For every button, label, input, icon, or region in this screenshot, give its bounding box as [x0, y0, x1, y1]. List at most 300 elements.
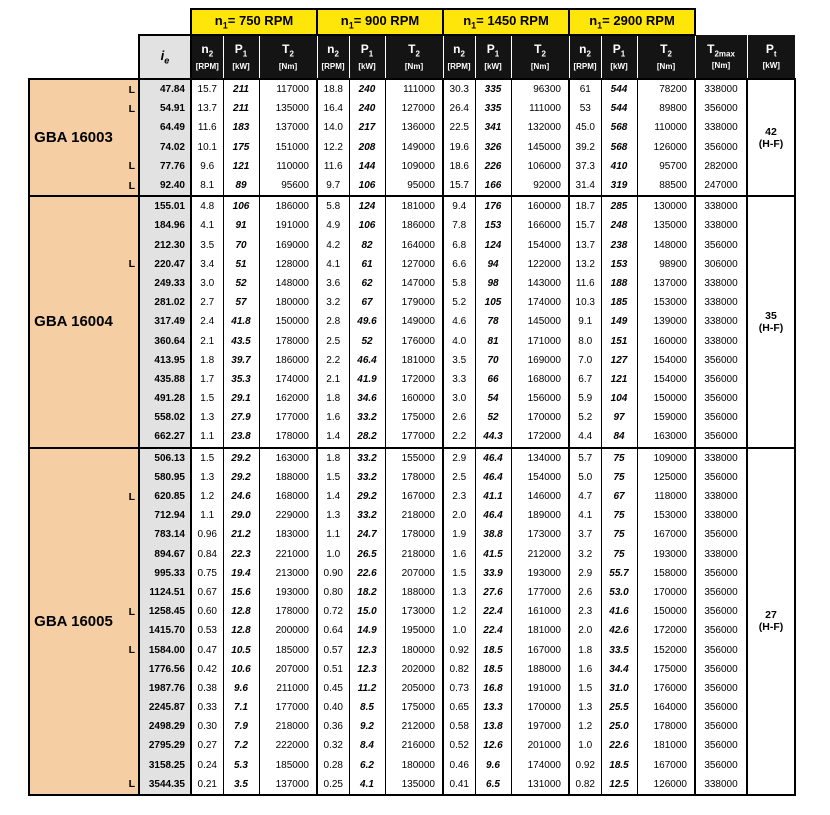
- p1-cell: 153: [475, 216, 511, 235]
- n2-cell: 1.5: [443, 564, 475, 583]
- p1-cell: 226: [475, 157, 511, 176]
- ie-cell: 435.88: [139, 370, 191, 389]
- col-p1-750: $P_1$ [kW]: [223, 35, 259, 79]
- l-marker-cell: [117, 293, 139, 312]
- p1-cell: 248: [601, 216, 637, 235]
- t2-cell: 154000: [637, 351, 695, 370]
- t2max-cell: 356000: [695, 236, 747, 255]
- n2-cell: 1.4: [317, 427, 349, 447]
- p1-cell: 91: [223, 216, 259, 235]
- t2-cell: 181000: [511, 621, 569, 640]
- ie-cell: 54.91: [139, 99, 191, 118]
- n2-cell: 2.0: [443, 506, 475, 525]
- p1-cell: 52: [349, 331, 385, 350]
- ie-cell: 2795.29: [139, 736, 191, 755]
- ie-cell: 894.67: [139, 545, 191, 564]
- n2-cell: 3.0: [443, 389, 475, 408]
- n2-cell: 9.1: [569, 312, 601, 331]
- t2-cell: 193000: [637, 545, 695, 564]
- p1-cell: 105: [475, 293, 511, 312]
- l-marker-cell: [117, 698, 139, 717]
- l-marker-cell: [117, 274, 139, 293]
- n2-cell: 4.4: [569, 427, 601, 447]
- col-n2-2900: $n_2$ [RPM]: [569, 35, 601, 79]
- p1-cell: 53.0: [601, 583, 637, 602]
- table-row: [29, 99, 795, 118]
- t2-cell: 188000: [259, 468, 317, 487]
- table-row: [29, 138, 795, 157]
- p1-cell: 106: [349, 176, 385, 196]
- t2-cell: 180000: [259, 293, 317, 312]
- p1-cell: 33.9: [475, 564, 511, 583]
- p1-cell: 7.9: [223, 717, 259, 736]
- p1-cell: 124: [349, 196, 385, 216]
- t2-cell: 148000: [259, 274, 317, 293]
- l-marker-cell: [117, 545, 139, 564]
- t2-cell: 178000: [637, 717, 695, 736]
- t2-cell: 145000: [511, 138, 569, 157]
- n2-cell: 4.2: [317, 236, 349, 255]
- n2-cell: 1.7: [191, 370, 223, 389]
- t2-cell: 111000: [511, 99, 569, 118]
- t2-cell: 132000: [511, 118, 569, 137]
- t2max-cell: 356000: [695, 621, 747, 640]
- p1-cell: 33.2: [349, 408, 385, 427]
- p1-cell: 211: [223, 99, 259, 118]
- n2-cell: 0.58: [443, 717, 475, 736]
- n2-cell: 0.84: [191, 545, 223, 564]
- p1-cell: 12.3: [349, 660, 385, 679]
- n2-cell: 37.3: [569, 157, 601, 176]
- p1-cell: 544: [601, 79, 637, 99]
- l-marker-cell: L: [117, 99, 139, 118]
- t2-cell: 149000: [385, 312, 443, 331]
- t2-cell: 89800: [637, 99, 695, 118]
- n2-cell: 0.36: [317, 717, 349, 736]
- p1-cell: 175: [223, 138, 259, 157]
- t2-cell: 135000: [259, 99, 317, 118]
- t2-cell: 191000: [259, 216, 317, 235]
- p1-cell: 18.2: [349, 583, 385, 602]
- speed-header-900: $n_1= 900$ RPM: [317, 9, 443, 35]
- n2-cell: 2.9: [443, 448, 475, 468]
- col-p1-1450: $P_1$ [kW]: [475, 35, 511, 79]
- p1-cell: 67: [349, 293, 385, 312]
- t2-cell: 160000: [511, 196, 569, 216]
- t2-cell: 173000: [385, 602, 443, 621]
- t2-cell: 178000: [259, 331, 317, 350]
- p1-cell: 23.8: [223, 427, 259, 447]
- p1-cell: 75: [601, 545, 637, 564]
- p1-cell: 43.5: [223, 331, 259, 350]
- p1-cell: 188: [601, 274, 637, 293]
- l-marker-cell: [117, 621, 139, 640]
- t2-cell: 178000: [259, 602, 317, 621]
- t2-cell: 186000: [385, 216, 443, 235]
- t2-cell: 186000: [259, 196, 317, 216]
- t2-cell: 185000: [259, 756, 317, 775]
- ie-cell: 620.85: [139, 487, 191, 506]
- n2-cell: 9.6: [191, 157, 223, 176]
- p1-cell: 29.0: [223, 506, 259, 525]
- n2-cell: 1.5: [317, 468, 349, 487]
- p1-cell: 127: [601, 351, 637, 370]
- p1-cell: 104: [601, 389, 637, 408]
- t2-cell: 171000: [511, 331, 569, 350]
- n2-cell: 5.2: [569, 408, 601, 427]
- l-marker-cell: [117, 312, 139, 331]
- n2-cell: 1.8: [191, 351, 223, 370]
- t2-cell: 189000: [511, 506, 569, 525]
- ie-cell: 2498.29: [139, 717, 191, 736]
- p1-cell: 544: [601, 99, 637, 118]
- p1-cell: 67: [601, 487, 637, 506]
- p1-cell: 24.6: [223, 487, 259, 506]
- t2-cell: 160000: [637, 331, 695, 350]
- t2-cell: 169000: [259, 236, 317, 255]
- t2-cell: 128000: [259, 255, 317, 274]
- l-marker-cell: L: [117, 487, 139, 506]
- p1-cell: 70: [223, 236, 259, 255]
- t2-cell: 136000: [385, 118, 443, 137]
- t2-cell: 166000: [511, 216, 569, 235]
- t2-cell: 154000: [637, 370, 695, 389]
- p1-cell: 62: [349, 274, 385, 293]
- t2-cell: 207000: [385, 564, 443, 583]
- t2max-cell: 338000: [695, 448, 747, 468]
- p1-cell: 18.5: [601, 756, 637, 775]
- n2-cell: 3.5: [191, 236, 223, 255]
- n2-cell: 0.60: [191, 602, 223, 621]
- t2-cell: 178000: [385, 525, 443, 544]
- t2-cell: 218000: [385, 545, 443, 564]
- n2-cell: 6.8: [443, 236, 475, 255]
- t2max-cell: 247000: [695, 176, 747, 196]
- p1-cell: 33.2: [349, 468, 385, 487]
- model-header-blank: [29, 35, 139, 79]
- l-marker-cell: L: [117, 602, 139, 621]
- t2-cell: 172000: [637, 621, 695, 640]
- n2-cell: 1.8: [317, 389, 349, 408]
- t2-cell: 118000: [637, 487, 695, 506]
- l-marker-cell: L: [117, 176, 139, 196]
- ie-cell: 712.94: [139, 506, 191, 525]
- t2-cell: 131000: [511, 775, 569, 795]
- t2max-cell: 338000: [695, 312, 747, 331]
- t2-cell: 88500: [637, 176, 695, 196]
- n2-cell: 0.65: [443, 698, 475, 717]
- p1-cell: 46.4: [349, 351, 385, 370]
- t2-cell: 109000: [637, 448, 695, 468]
- table-row: [29, 525, 795, 544]
- table-row: [29, 775, 795, 795]
- p1-cell: 98: [475, 274, 511, 293]
- p1-cell: 41.9: [349, 370, 385, 389]
- n2-cell: 12.2: [317, 138, 349, 157]
- n2-cell: 45.0: [569, 118, 601, 137]
- table-row: [29, 448, 795, 468]
- p1-cell: 319: [601, 176, 637, 196]
- p1-cell: 41.1: [475, 487, 511, 506]
- n2-cell: 0.33: [191, 698, 223, 717]
- p1-cell: 5.3: [223, 756, 259, 775]
- t2max-cell: 356000: [695, 427, 747, 447]
- p1-cell: 15.6: [223, 583, 259, 602]
- ie-cell: 1776.56: [139, 660, 191, 679]
- n2-cell: 8.0: [569, 331, 601, 350]
- table-row: [29, 506, 795, 525]
- t2-cell: 181000: [385, 351, 443, 370]
- n2-cell: 18.6: [443, 157, 475, 176]
- n2-cell: 1.3: [191, 468, 223, 487]
- t2-cell: 167000: [385, 487, 443, 506]
- table-row: [29, 621, 795, 640]
- t2-cell: 178000: [385, 468, 443, 487]
- l-marker-cell: [117, 408, 139, 427]
- n2-cell: 3.6: [317, 274, 349, 293]
- model-cell: GBA 16004: [29, 196, 117, 447]
- p1-cell: 8.4: [349, 736, 385, 755]
- t2max-cell: 356000: [695, 99, 747, 118]
- ie-cell: 92.40: [139, 176, 191, 196]
- p1-cell: 13.8: [475, 717, 511, 736]
- n2-cell: 1.3: [443, 583, 475, 602]
- p1-cell: 106: [223, 196, 259, 216]
- p1-cell: 34.6: [349, 389, 385, 408]
- pt-cell: 35 (H-F): [747, 196, 795, 447]
- ie-cell: 3544.35: [139, 775, 191, 795]
- p1-cell: 41.8: [223, 312, 259, 331]
- speed-header-row: [29, 9, 795, 35]
- t2-cell: 177000: [259, 698, 317, 717]
- p1-cell: 46.4: [475, 468, 511, 487]
- t2-cell: 159000: [637, 408, 695, 427]
- n2-cell: 1.5: [569, 679, 601, 698]
- table-row: [29, 274, 795, 293]
- ie-cell: 1124.51: [139, 583, 191, 602]
- n2-cell: 4.1: [191, 216, 223, 235]
- t2-cell: 167000: [637, 756, 695, 775]
- t2-cell: 177000: [385, 427, 443, 447]
- speed-header-1450: $n_1= 1450$ RPM: [443, 9, 569, 35]
- n2-cell: 1.2: [443, 602, 475, 621]
- p1-cell: 183: [223, 118, 259, 137]
- n2-cell: 0.90: [317, 564, 349, 583]
- t2-cell: 150000: [259, 312, 317, 331]
- ie-cell: 1258.45: [139, 602, 191, 621]
- t2-cell: 218000: [385, 506, 443, 525]
- p1-cell: 7.1: [223, 698, 259, 717]
- n2-cell: 0.28: [317, 756, 349, 775]
- p1-cell: 97: [601, 408, 637, 427]
- t2-cell: 92000: [511, 176, 569, 196]
- p1-cell: 9.6: [475, 756, 511, 775]
- n2-cell: 2.6: [569, 583, 601, 602]
- p1-cell: 341: [475, 118, 511, 137]
- p1-cell: 124: [475, 236, 511, 255]
- n2-cell: 18.8: [317, 79, 349, 99]
- t2max-cell: 338000: [695, 293, 747, 312]
- t2-cell: 117000: [259, 79, 317, 99]
- p1-cell: 13.3: [475, 698, 511, 717]
- p1-cell: 27.6: [475, 583, 511, 602]
- n2-cell: 8.1: [191, 176, 223, 196]
- t2-cell: 167000: [511, 640, 569, 659]
- t2-cell: 195000: [385, 621, 443, 640]
- t2-cell: 78200: [637, 79, 695, 99]
- p1-cell: 18.5: [475, 660, 511, 679]
- t2-cell: 218000: [259, 717, 317, 736]
- p1-cell: 14.9: [349, 621, 385, 640]
- p1-cell: 61: [349, 255, 385, 274]
- p1-cell: 285: [601, 196, 637, 216]
- t2-cell: 185000: [259, 640, 317, 659]
- n2-cell: 22.5: [443, 118, 475, 137]
- table-row: [29, 293, 795, 312]
- n2-cell: 61: [569, 79, 601, 99]
- t2-cell: 205000: [385, 679, 443, 698]
- l-marker-cell: [117, 370, 139, 389]
- n2-cell: 1.4: [317, 487, 349, 506]
- t2-cell: 173000: [511, 525, 569, 544]
- t2-cell: 156000: [511, 389, 569, 408]
- t2-cell: 127000: [385, 99, 443, 118]
- n2-cell: 11.6: [569, 274, 601, 293]
- p1-cell: 9.2: [349, 717, 385, 736]
- pt-cell: 42 (H-F): [747, 79, 795, 196]
- n2-cell: 18.7: [569, 196, 601, 216]
- n2-cell: 0.38: [191, 679, 223, 698]
- t2-cell: 200000: [259, 621, 317, 640]
- n2-cell: 19.6: [443, 138, 475, 157]
- n2-cell: 0.32: [317, 736, 349, 755]
- p1-cell: 12.6: [475, 736, 511, 755]
- t2max-cell: 356000: [695, 602, 747, 621]
- t2max-cell: 338000: [695, 506, 747, 525]
- t2max-cell: 356000: [695, 640, 747, 659]
- n2-cell: 1.5: [191, 389, 223, 408]
- t2-cell: 179000: [385, 293, 443, 312]
- p1-cell: 10.5: [223, 640, 259, 659]
- n2-cell: 6.6: [443, 255, 475, 274]
- table-row: [29, 468, 795, 487]
- t2-cell: 212000: [511, 545, 569, 564]
- n2-cell: 11.6: [317, 157, 349, 176]
- l-marker-cell: [117, 216, 139, 235]
- ie-cell: 413.95: [139, 351, 191, 370]
- t2-cell: 137000: [637, 274, 695, 293]
- t2max-cell: 356000: [695, 351, 747, 370]
- p1-cell: 21.2: [223, 525, 259, 544]
- n2-cell: 0.72: [317, 602, 349, 621]
- n2-cell: 3.0: [191, 274, 223, 293]
- p1-cell: 81: [475, 331, 511, 350]
- ie-cell: 506.13: [139, 448, 191, 468]
- t2-cell: 169000: [511, 351, 569, 370]
- p1-cell: 144: [349, 157, 385, 176]
- p1-cell: 22.4: [475, 621, 511, 640]
- table-row: [29, 756, 795, 775]
- n2-cell: 15.7: [443, 176, 475, 196]
- n2-cell: 0.27: [191, 736, 223, 755]
- n2-cell: 2.3: [443, 487, 475, 506]
- table-row: [29, 679, 795, 698]
- t2max-cell: 306000: [695, 255, 747, 274]
- n2-cell: 2.7: [191, 293, 223, 312]
- n2-cell: 14.0: [317, 118, 349, 137]
- t2-cell: 172000: [511, 427, 569, 447]
- n2-cell: 1.8: [317, 448, 349, 468]
- t2-cell: 95700: [637, 157, 695, 176]
- p1-cell: 12.3: [349, 640, 385, 659]
- l-marker-cell: L: [117, 775, 139, 795]
- n2-cell: 0.92: [443, 640, 475, 659]
- t2max-cell: 338000: [695, 216, 747, 235]
- p1-cell: 41.6: [601, 602, 637, 621]
- l-marker-cell: [117, 736, 139, 755]
- t2-cell: 174000: [511, 756, 569, 775]
- ie-cell: 995.33: [139, 564, 191, 583]
- t2-cell: 213000: [259, 564, 317, 583]
- t2max-cell: 356000: [695, 370, 747, 389]
- t2-cell: 212000: [385, 717, 443, 736]
- n2-cell: 0.52: [443, 736, 475, 755]
- col-n2-750: $n_2$ [RPM]: [191, 35, 223, 79]
- t2-cell: 174000: [259, 370, 317, 389]
- n2-cell: 31.4: [569, 176, 601, 196]
- pt-cell: 27 (H-F): [747, 448, 795, 795]
- t2-cell: 186000: [259, 351, 317, 370]
- n2-cell: 1.6: [443, 545, 475, 564]
- n2-cell: 2.2: [317, 351, 349, 370]
- p1-cell: 54: [475, 389, 511, 408]
- p1-cell: 29.2: [223, 468, 259, 487]
- n2-cell: 5.8: [317, 196, 349, 216]
- t2max-cell: 356000: [695, 736, 747, 755]
- t2-cell: 170000: [511, 698, 569, 717]
- ie-cell: 1415.70: [139, 621, 191, 640]
- n2-cell: 6.7: [569, 370, 601, 389]
- l-marker-cell: [117, 717, 139, 736]
- col-p1-2900: $P_1$ [kW]: [601, 35, 637, 79]
- t2-cell: 163000: [637, 427, 695, 447]
- n2-cell: 1.5: [191, 448, 223, 468]
- t2-cell: 181000: [637, 736, 695, 755]
- table-row: [29, 427, 795, 447]
- t2-cell: 162000: [259, 389, 317, 408]
- t2-cell: 188000: [511, 660, 569, 679]
- n2-cell: 5.2: [443, 293, 475, 312]
- t2-cell: 150000: [637, 602, 695, 621]
- t2-cell: 153000: [637, 506, 695, 525]
- t2max-cell: 338000: [695, 79, 747, 99]
- p1-cell: 18.5: [475, 640, 511, 659]
- gear-ratings-table: [28, 8, 796, 796]
- t2-cell: 153000: [637, 293, 695, 312]
- p1-cell: 82: [349, 236, 385, 255]
- n2-cell: 7.8: [443, 216, 475, 235]
- model-cell: GBA 16005: [29, 448, 117, 795]
- n2-cell: 0.67: [191, 583, 223, 602]
- ie-cell: 220.47: [139, 255, 191, 274]
- l-marker-cell: [117, 389, 139, 408]
- ie-cell: 64.49: [139, 118, 191, 137]
- col-t2-1450: $T_2$ [Nm]: [511, 35, 569, 79]
- t2-cell: 98900: [637, 255, 695, 274]
- n2-cell: 0.47: [191, 640, 223, 659]
- p1-cell: 78: [475, 312, 511, 331]
- n2-cell: 15.7: [569, 216, 601, 235]
